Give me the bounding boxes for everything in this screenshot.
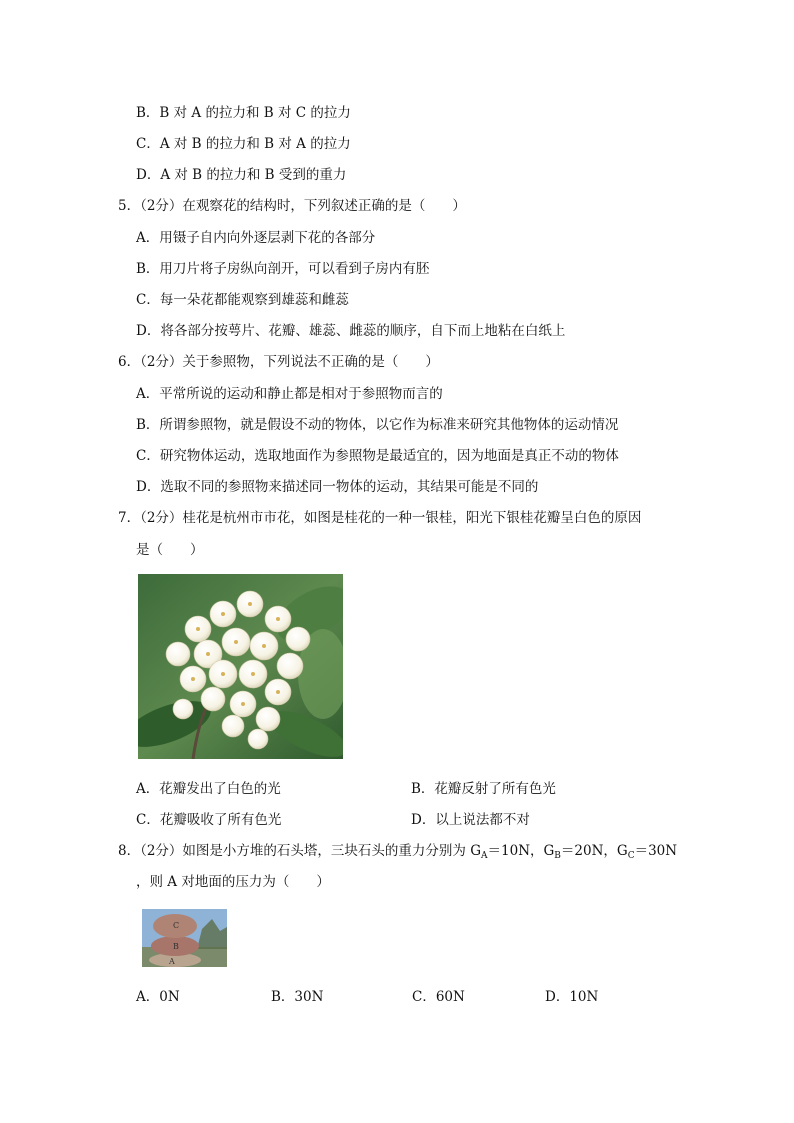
q6-option-d: D．选取不同的参照物来描述同一物体的运动，其结果可能是不同的 — [136, 479, 539, 495]
q7-option-c: C．花瓣吸收了所有色光 — [136, 812, 282, 828]
q7-option-a: A．花瓣发出了白色的光 — [136, 781, 281, 797]
q8-option-b: B．30N — [271, 989, 324, 1005]
q4-option-d: D．A 对 B 的拉力和 B 受到的重力 — [136, 167, 347, 183]
stone-label-b: B — [173, 942, 179, 951]
q4-option-c: C．A 对 B 的拉力和 B 对 A 的拉力 — [136, 136, 351, 152]
osmanthus-flower-illustration — [138, 574, 343, 759]
stone-tower-illustration — [142, 909, 227, 967]
q5-option-c: C．每一朵花都能观察到雄蕊和雌蕊 — [136, 292, 349, 308]
osmanthus-flower-image — [138, 574, 343, 759]
q8-option-d: D．10N — [545, 989, 599, 1005]
q5-option-a: A．用镊子自内向外逐层剥下花的各部分 — [136, 230, 376, 246]
q6-option-a: A．平常所说的运动和静止都是相对于参照物而言的 — [136, 386, 443, 402]
q7-stem-line1: 7．（2分）桂花是杭州市市花，如图是桂花的一种一银桂，阳光下银桂花瓣呈白色的原因 — [118, 510, 642, 526]
q5-option-d: D．将各部分按萼片、花瓣、雄蕊、雌蕊的顺序，自下而上地粘在白纸上 — [136, 323, 566, 339]
stone-label-c: C — [173, 921, 180, 930]
q6-option-c: C．研究物体运动，选取地面作为参照物是最适宜的，因为地面是真正不动的物体 — [136, 448, 619, 464]
q5-stem: 5．（2分）在观察花的结构时，下列叙述正确的是（ ） — [118, 198, 466, 214]
q8-stem-line1 — [118, 841, 677, 866]
q8-stem-line2: ，则 A 对地面的压力为（ ） — [136, 874, 330, 890]
q7-stem-line2: 是（ ） — [136, 542, 204, 558]
q8-sub-a: A — [481, 851, 488, 861]
q8-stem-part1: 8．（2分）如图是小方堆的石头塔，三块石头的重力分别为 G — [118, 843, 482, 859]
q8-stem-part3: ＝20N，G — [560, 843, 628, 859]
q5-option-b: B．用刀片将子房纵向剖开，可以看到子房内有胚 — [136, 261, 430, 277]
q4-option-b: B．B 对 A 的拉力和 B 对 C 的拉力 — [136, 105, 351, 121]
stone-label-a: A — [169, 957, 175, 966]
q7-option-b: B．花瓣反射了所有色光 — [411, 781, 556, 797]
q8-option-c: C．60N — [412, 989, 465, 1005]
q6-stem: 6．（2分）关于参照物，下列说法不正确的是（ ） — [118, 354, 439, 370]
q7-option-d: D．以上说法都不对 — [411, 812, 530, 828]
q8-sub-b: B — [554, 851, 561, 861]
q8-sub-c: C — [627, 851, 635, 861]
stone-tower-image — [142, 909, 227, 967]
q8-stem-part4: ＝30N — [634, 843, 678, 859]
q6-option-b: B．所谓参照物，就是假设不动的物体，以它作为标准来研究其他物体的运动情况 — [136, 417, 619, 433]
q8-option-a: A．0N — [136, 989, 180, 1005]
q8-stem-part2: ＝10N，G — [487, 843, 555, 859]
